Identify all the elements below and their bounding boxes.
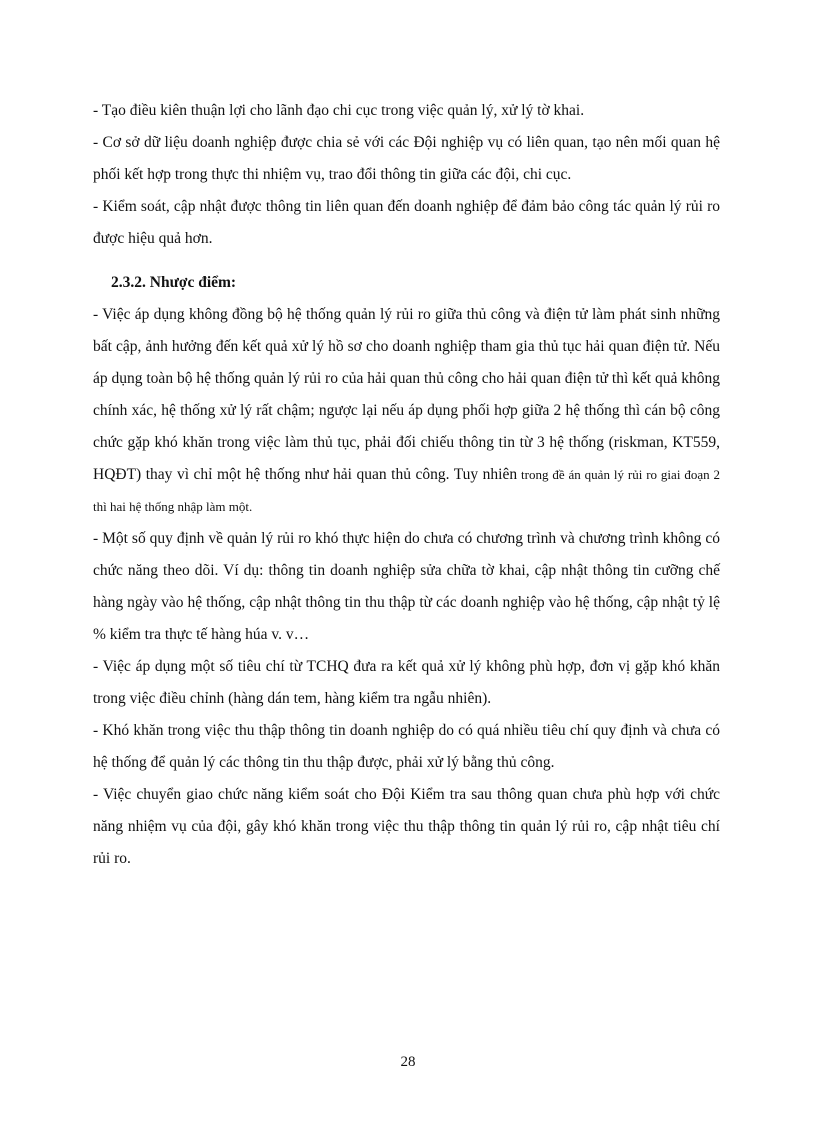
- paragraph-disadvantage-1-main: - Việc áp dụng không đồng bộ hệ thống quản lý rủi ro giữa thủ công và điện tử làm phát sinh những bất cập, ảnh hưởng đến kết quả xử lý hồ sơ cho doanh nghiệp tham gia thủ tục hải quan điện tử. Nếu áp dụng toàn bộ hệ thống quản lý rủi ro của hải quan thủ công cho hải quan điện tử thì kết quả không chính xác, hệ thống xử lý rất chậm; ngược lại nếu áp dụng phối hợp giữa 2 hệ thống thì cán bộ công chức gặp khó khăn trong việc làm thủ tục, phải đối chiếu thông tin từ 3 hệ thống (riskman, KT559, HQĐT) thay vì chỉ một hệ thống như hải quan thủ công. Tuy nhiên: [93, 306, 720, 483]
- paragraph-disadvantage-2: - Một số quy định về quản lý rủi ro khó thực hiện do chưa có chương trình và chương trình không có chức năng theo dõi. Ví dụ: thông tin doanh nghiệp sửa chữa tờ khai, cập nhật thông tin cưỡng chế hàng ngày vào hệ thống, cập nhật thông tin thu thập từ các doanh nghiệp vào hệ thống, cập nhật tỷ lệ % kiểm tra thực tế hàng húa v. v…: [93, 530, 720, 643]
- paragraph-disadvantage-3: - Việc áp dụng một số tiêu chí từ TCHQ đưa ra kết quả xử lý không phù hợp, đơn vị gặp khó khăn trong việc điều chỉnh (hàng dán tem, hàng kiểm tra ngẫu nhiên).: [93, 658, 720, 707]
- paragraph-advantage-1: - Tạo điều kiên thuận lợi cho lãnh đạo chi cục trong việc quản lý, xử lý tờ khai.: [93, 102, 585, 119]
- paragraph-disadvantage-1-small: trong đề án quản lý rủi ro giai đoạn 2 thì hai hệ thống nhập làm một.: [93, 467, 720, 514]
- section-heading-disadvantages: 2.3.2. Nhược điểm:: [111, 274, 237, 291]
- document-body: [93, 95, 720, 875]
- paragraph-advantage-2: - Cơ sở dữ liệu doanh nghiệp được chia sẻ với các Đội nghiệp vụ có liên quan, tạo nên mối quan hệ phối kết hợp trong thực thi nhiệm vụ, trao đổi thông tin giữa các đội, chi cục.: [93, 134, 720, 183]
- paragraph-advantage-3: - Kiểm soát, cập nhật được thông tin liên quan đến doanh nghiệp để đảm bảo công tác quản lý rủi ro được hiệu quả hơn.: [93, 198, 720, 247]
- paragraph-disadvantage-5: - Việc chuyển giao chức năng kiểm soát cho Đội Kiểm tra sau thông quan chưa phù hợp với chức năng nhiệm vụ của đội, gây khó khăn trong việc thu thập thông tin quản lý rủi ro, cập nhật tiêu chí rủi ro.: [93, 786, 720, 867]
- paragraph-disadvantage-4: - Khó khăn trong việc thu thập thông tin doanh nghiệp do có quá nhiều tiêu chí quy định và chưa có hệ thống để quản lý các thông tin thu thập được, phải xử lý bằng thủ công.: [93, 722, 720, 771]
- page-number: 28: [400, 1054, 416, 1070]
- paragraph-disadvantage-1: [93, 299, 720, 523]
